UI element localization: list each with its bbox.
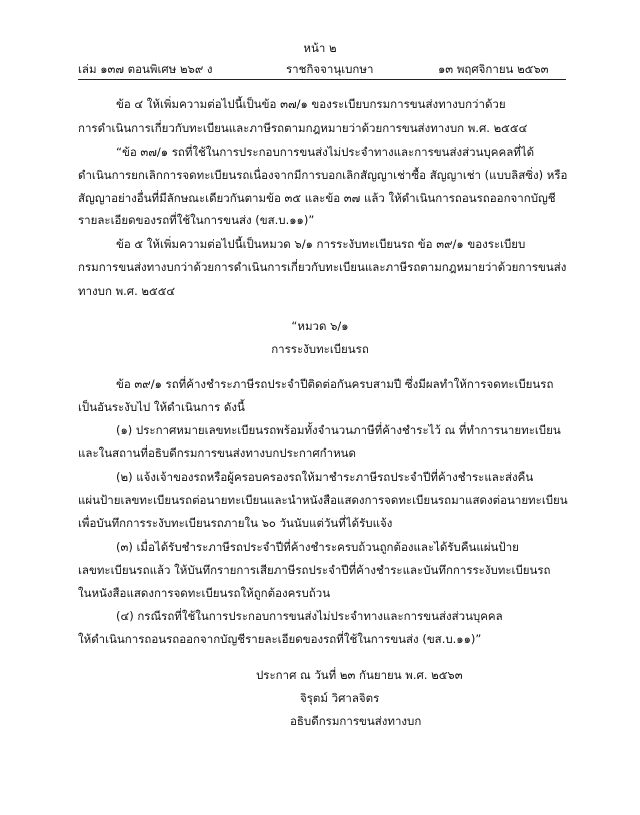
header-divider (78, 79, 566, 80)
item-2-line-3: เพื่อบันทึกการระงับทะเบียนรถภายใน ๖๐ วันนับแต่วันที่ได้รับแจ้ง (78, 516, 393, 530)
item-1-line-1: (๑) ประกาศหมายเลขทะเบียนรถพร้อมทั้งจำนวนภาษีที่ค้างชำระไว้ ณ ที่ทำการนายทะเบียน (116, 423, 561, 437)
item-2-line-2: แผ่นป้ายเลขทะเบียนรถต่อนายทะเบียนและนำหนังสือแสดงการจดทะเบียนรถมาแสดงต่อนายทะเบียน (78, 493, 568, 507)
item-3-line-2: เลขทะเบียนรถแล้ว ให้บันทึกรายการเสียภาษีรถประจำปีที่ค้างชำระและบันทึกการระงับทะเบียนรถ (78, 563, 551, 577)
clause-5-line-1: ข้อ ๕ ให้เพิ่มความต่อไปนี้เป็นหมวด ๖/๑ การระงับทะเบียนรถ ข้อ ๓๙/๑ ของระเบียบ (116, 237, 526, 251)
item-3-line-1: (๓) เมื่อได้รับชำระภาษีรถประจำปีที่ค้างชำระครบถ้วนถูกต้องและได้รับคืนแผ่นป้าย (116, 540, 519, 554)
section-subtitle: การระงับทะเบียนรถ (271, 342, 369, 356)
clause-5-line-2: กรมการขนส่งทางบกว่าด้วยการดำเนินการเกี่ยวกับทะเบียนและภาษีรถตามกฎหมายว่าด้วยการขนส่ง (78, 260, 567, 274)
signatory-title: อธิบดีกรมการขนส่งทางบก (290, 714, 422, 728)
item-4-line-1: (๔) กรณีรถที่ใช้ในการประกอบการขนส่งไม่ประจำทางและการขนส่งส่วนบุคคล (116, 609, 503, 623)
section-title: “หมวด ๖/๑ (291, 319, 349, 333)
gazette-name: ราชกิจจานุเบกษา (286, 62, 374, 76)
item-2-line-1: (๒) แจ้งเจ้าของรถหรือผู้ครอบครองรถให้มาชำระภาษีรถประจำปีที่ค้างชำระและส่งคืน (116, 470, 534, 484)
clause-4-quote-line-3: สัญญาอย่างอื่นที่มีลักษณะเดียวกันตามข้อ ๓๕ และข้อ ๓๗ แล้ว ให้ดำเนินการถอนรถออกจากบัญชี (78, 191, 556, 205)
item-1-line-2: และในสถานที่อธิบดีกรมการขนส่งทางบกประกาศกำหนด (78, 446, 356, 460)
item-4-line-2: ให้ดำเนินการถอนรถออกจากบัญชีรายละเอียดของรถที่ใช้ในการขนส่ง (ขส.บ.๑๑)” (78, 632, 482, 646)
clause-5-line-3: ทางบก พ.ศ. ๒๕๕๔ (78, 284, 176, 298)
clause-4-line-1: ข้อ ๔ ให้เพิ่มความต่อไปนี้เป็นข้อ ๓๗/๑ ของระเบียบกรมการขนส่งทางบกว่าด้วย (116, 97, 506, 111)
volume-info: เล่ม ๑๓๗ ตอนพิเศษ ๒๖๙ ง (78, 62, 213, 76)
item-3-line-3: ในหนังสือแสดงการจดทะเบียนรถให้ถูกต้องครบถ้วน (78, 586, 331, 600)
announcement-date: ประกาศ ณ วันที่ ๒๓ กันยายน พ.ศ. ๒๕๖๓ (256, 668, 463, 682)
clause-4-quote-line-1: “ข้อ ๓๗/๑ รถที่ใช้ในการประกอบการขนส่งไม่ประจำทางและการขนส่งส่วนบุคคลที่ได้ (116, 145, 535, 159)
clause-4-quote-line-2: ดำเนินการยกเลิกการจดทะเบียนรถเนื่องจากมีการบอกเลิกสัญญาเช่าซื้อ สัญญาเช่า (แบบลิสซิ่ง) หรือ (78, 168, 568, 182)
clause-4-line-2: การดำเนินการเกี่ยวกับทะเบียนและภาษีรถตามกฎหมายว่าด้วยการขนส่งทางบก พ.ศ. ๒๕๕๔ (78, 121, 528, 135)
clause-39-1-line-2: เป็นอันระงับไป ให้ดำเนินการ ดังนี้ (78, 400, 245, 414)
gazette-date: ๑๓ พฤศจิกายน ๒๕๖๓ (438, 62, 549, 76)
clause-4-quote-line-4: รายละเอียดของรถที่ใช้ในการขนส่ง (ขส.บ.๑๑)” (78, 213, 315, 227)
clause-39-1-line-1: ข้อ ๓๙/๑ รถที่ค้างชำระภาษีรถประจำปีติดต่อกันครบสามปี ซึ่งมีผลทำให้การจดทะเบียนรถ (116, 377, 554, 391)
signatory-name: จิรุตม์ วิศาลจิตร (300, 691, 380, 705)
page-number: หน้า ๒ (303, 41, 337, 55)
